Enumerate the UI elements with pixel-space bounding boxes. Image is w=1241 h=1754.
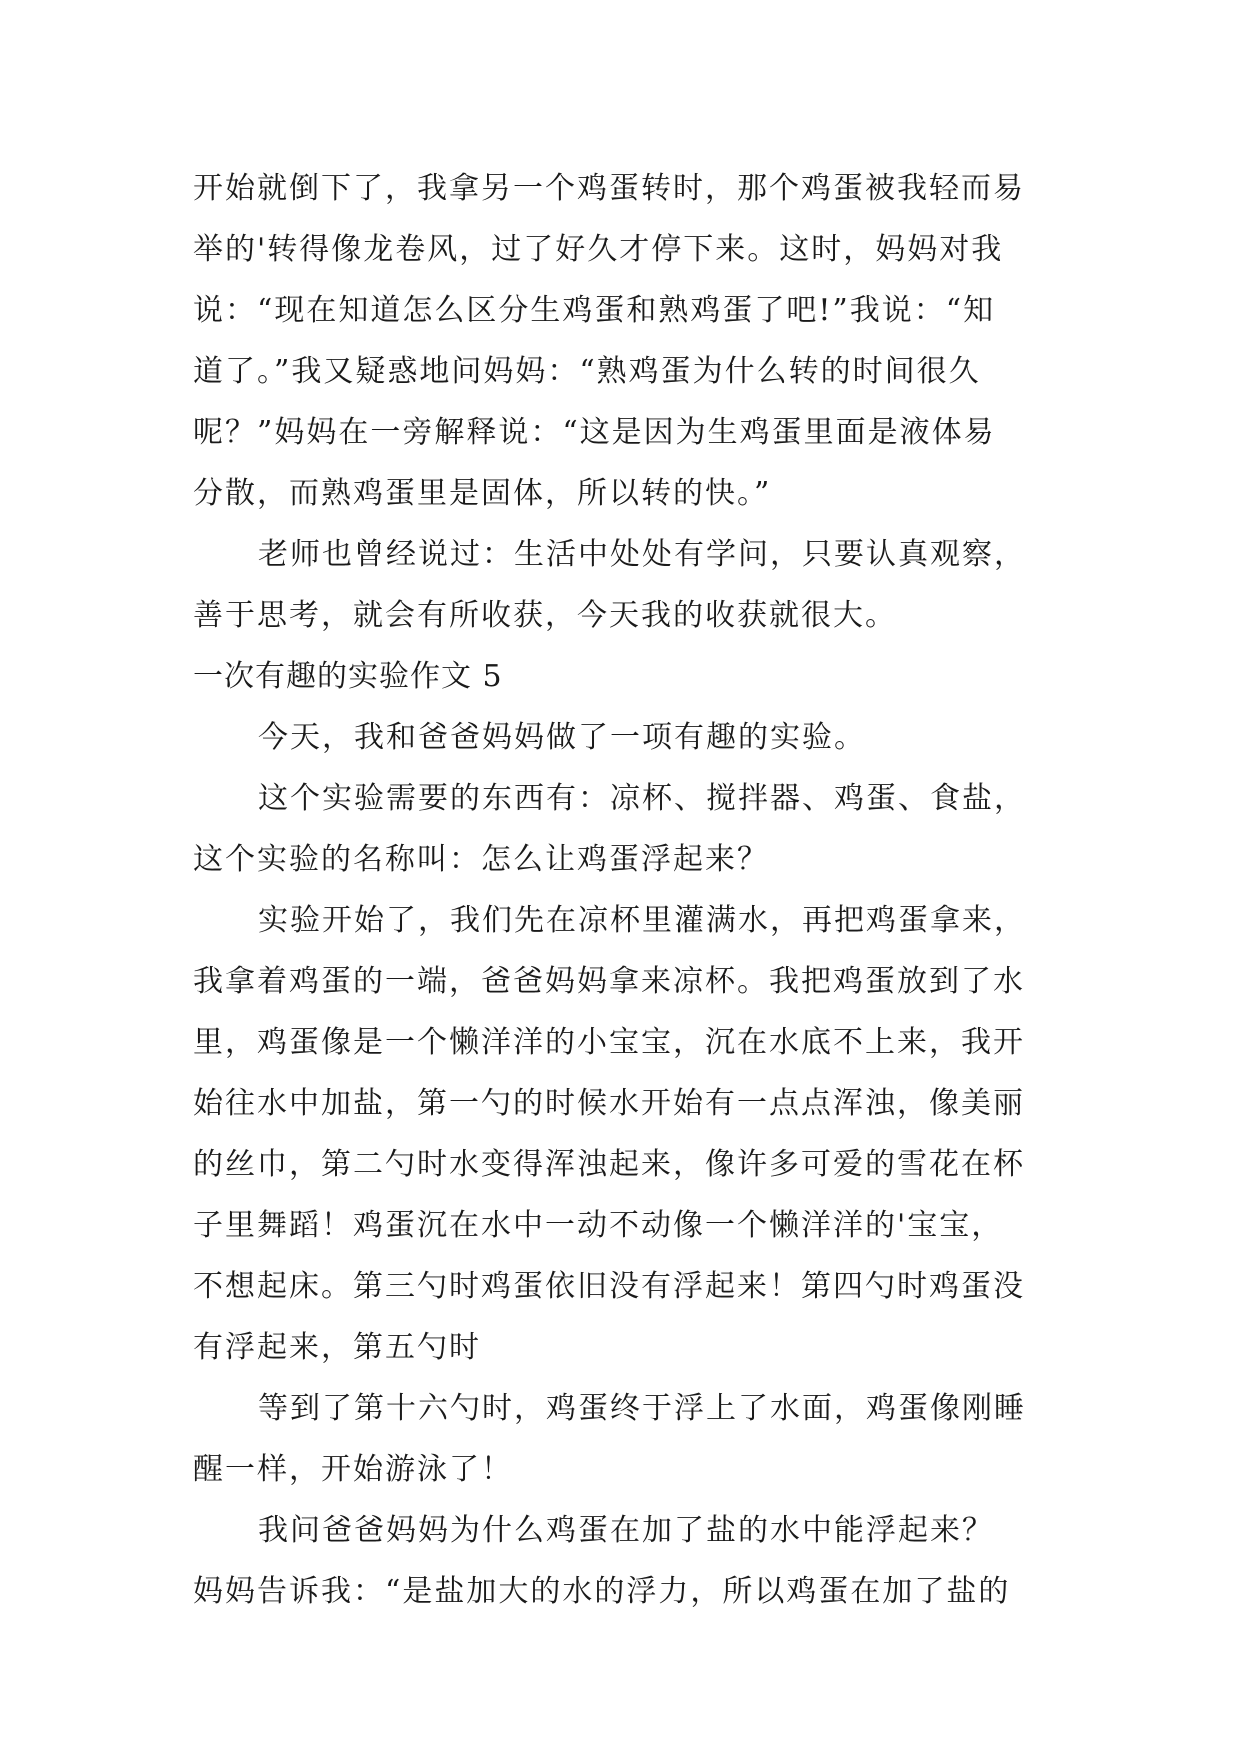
text-line: 有浮起来，第五勺时 [193,1330,481,1365]
text-line: 分散，而熟鸡蛋里是固体，所以转的快。” [193,476,772,511]
paragraph-first-line: 今天，我和爸爸妈妈做了一项有趣的实验。 [258,720,866,755]
paragraph-first-line: 老师也曾经说过：生活中处处有学问，只要认真观察， [258,537,1026,572]
text-line: 子里舞蹈！鸡蛋沉在水中一动不动像一个懒洋洋的'宝宝， [193,1208,1004,1243]
text-line: 开始就倒下了，我拿另一个鸡蛋转时，那个鸡蛋被我轻而易 [193,171,1025,206]
essay-body [193,158,1053,1622]
text-line: 呢？”妈妈在一旁解释说：“这是因为生鸡蛋里面是液体易 [193,415,996,450]
text-line: 善于思考，就会有所收获，今天我的收获就很大。 [193,598,897,633]
paragraph-first-line: 等到了第十六勺时，鸡蛋终于浮上了水面，鸡蛋像刚睡 [258,1391,1026,1426]
text-line: 始往水中加盐，第一勺的时候水开始有一点点浑浊，像美丽 [193,1086,1025,1121]
text-line: 道了。”我又疑惑地问妈妈：“熟鸡蛋为什么转的时间很久 [193,354,981,389]
text-line: 醒一样，开始游泳了！ [193,1452,513,1487]
text-line: 说：“现在知道怎么区分生鸡蛋和熟鸡蛋了吧!”我说：“知 [193,293,996,328]
text-line: 不想起床。第三勺时鸡蛋依旧没有浮起来！第四勺时鸡蛋没 [193,1269,1025,1304]
essay-title: 一次有趣的实验作文 5 [193,659,503,694]
paragraph-first-line: 实验开始了，我们先在凉杯里灌满水，再把鸡蛋拿来， [258,903,1026,938]
text-line: 举的'转得像龙卷风，过了好久才停下来。这时，妈妈对我 [193,232,1004,267]
text-line: 这个实验的名称叫：怎么让鸡蛋浮起来？ [193,842,769,877]
text-line: 的丝巾，第二勺时水变得浑浊起来，像许多可爱的雪花在杯 [193,1147,1025,1182]
text-line: 里，鸡蛋像是一个懒洋洋的小宝宝，沉在水底不上来，我开 [193,1025,1025,1060]
paragraph-first-line: 这个实验需要的东西有：凉杯、搅拌器、鸡蛋、食盐， [258,781,1026,816]
paragraph-first-line: 我问爸爸妈妈为什么鸡蛋在加了盐的水中能浮起来？ [258,1513,994,1548]
text-line: 我拿着鸡蛋的一端，爸爸妈妈拿来凉杯。我把鸡蛋放到了水 [193,964,1025,999]
text-line: 妈妈告诉我：“是盐加大的水的浮力，所以鸡蛋在加了盐的 [193,1574,1011,1609]
